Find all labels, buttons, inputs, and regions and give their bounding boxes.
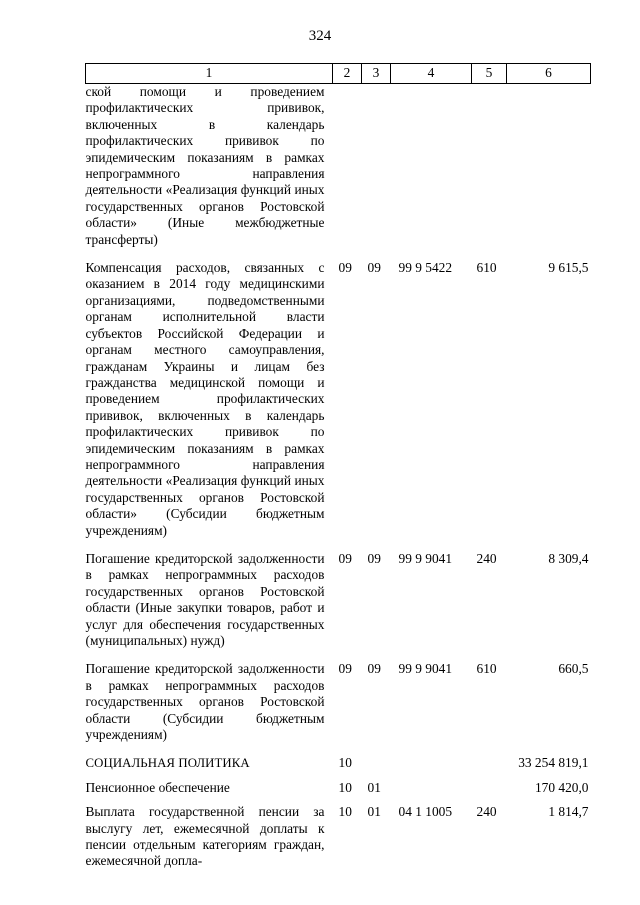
row-target-code <box>391 84 472 261</box>
table-row <box>86 804 591 870</box>
row-section: 10 <box>338 804 352 820</box>
row-subsection <box>362 84 391 261</box>
row-sum: 170 420,0 <box>534 779 589 795</box>
table-row <box>86 260 591 551</box>
row-sum: 1 814,7 <box>548 804 589 820</box>
budget-table <box>85 63 591 870</box>
row-section: 09 <box>338 550 352 566</box>
row-name: ской помощи и проведением профилактических прививок, включенных в календарь профилактических прививок по эпидемическим показаниям в рамках непрограммного направления деятельности «Реализация функций иных государственных органов Ростовской области» (Иные межбюджетные трансферты) <box>85 84 325 247</box>
row-expense-type: 610 <box>476 260 497 276</box>
column-header: 6 <box>507 64 591 84</box>
column-header: 5 <box>472 64 507 84</box>
page-number: 324 <box>308 28 332 44</box>
table-row <box>86 755 591 779</box>
row-section: 10 <box>338 755 352 771</box>
row-sum: 33 254 819,1 <box>518 755 589 771</box>
row-target-code: 04 1 1005 <box>398 804 453 820</box>
row-subsection: 01 <box>367 779 381 795</box>
row-sum: 660,5 <box>558 661 589 677</box>
column-header: 3 <box>362 64 391 84</box>
row-subsection: 01 <box>367 804 381 820</box>
row-name: Выплата государственной пенсии за выслугу лет, ежемесячной доплаты к пенсии отдельным категориям граждан, ежемесячной допла- <box>85 804 325 869</box>
row-target-code: 99 9 5422 <box>398 260 453 276</box>
row-name: Пенсионное обеспечение <box>85 779 230 795</box>
row-name: Погашение кредиторской задолженности в рамках непрограммных расходов государственных органов Ростовской области (Субсидии бюджетным учреждениям) <box>85 661 325 743</box>
row-name: Компенсация расходов, связанных с оказанием в 2014 году медицинскими организациями, подведомственными органам исполнительной власти субъектов Российской Федерации и органам местного самоуправления, гражданам Украины и лицам без гражданства медицинской помощи и проведением профилактических прививок, включенных в календарь профилактических прививок по эпидемическим показаниям в рамках непрограммного направления деятельности «Реализация функций иных государственных органов Ростовской области» (Субсидии бюджетным учреждениям) <box>85 260 325 538</box>
table-row <box>86 780 591 804</box>
row-target-code <box>391 755 472 779</box>
row-subsection: 09 <box>367 550 381 566</box>
row-name: СОЦИАЛЬНАЯ ПОЛИТИКА <box>85 756 250 771</box>
table-row <box>86 661 591 755</box>
row-expense-type: 610 <box>476 661 497 677</box>
row-subsection <box>362 755 391 779</box>
row-section: 10 <box>338 779 352 795</box>
column-header: 2 <box>333 64 362 84</box>
row-expense-type: 240 <box>476 550 497 566</box>
column-header: 4 <box>391 64 472 84</box>
column-header: 1 <box>86 64 333 84</box>
row-name: Погашение кредиторской задолженности в рамках непрограммных расходов государственных органов Ростовской области (Иные закупки товаров, работ и услуг для обеспечения государственных (муниципальных) нужд) <box>85 550 325 648</box>
table-header-row <box>86 64 591 84</box>
row-target-code <box>391 780 472 804</box>
row-section: 09 <box>338 260 352 276</box>
row-expense-type: 240 <box>476 804 497 820</box>
row-expense-type <box>472 84 507 261</box>
row-sum <box>507 84 591 261</box>
row-expense-type <box>472 780 507 804</box>
table-row <box>86 84 591 261</box>
row-expense-type <box>472 755 507 779</box>
row-sum: 8 309,4 <box>548 550 589 566</box>
row-section <box>333 84 362 261</box>
table-row <box>86 551 591 661</box>
row-target-code: 99 9 9041 <box>398 550 453 566</box>
row-subsection: 09 <box>367 260 381 276</box>
row-subsection: 09 <box>367 661 381 677</box>
row-section: 09 <box>338 661 352 677</box>
row-sum: 9 615,5 <box>548 260 589 276</box>
row-target-code: 99 9 9041 <box>398 661 453 677</box>
